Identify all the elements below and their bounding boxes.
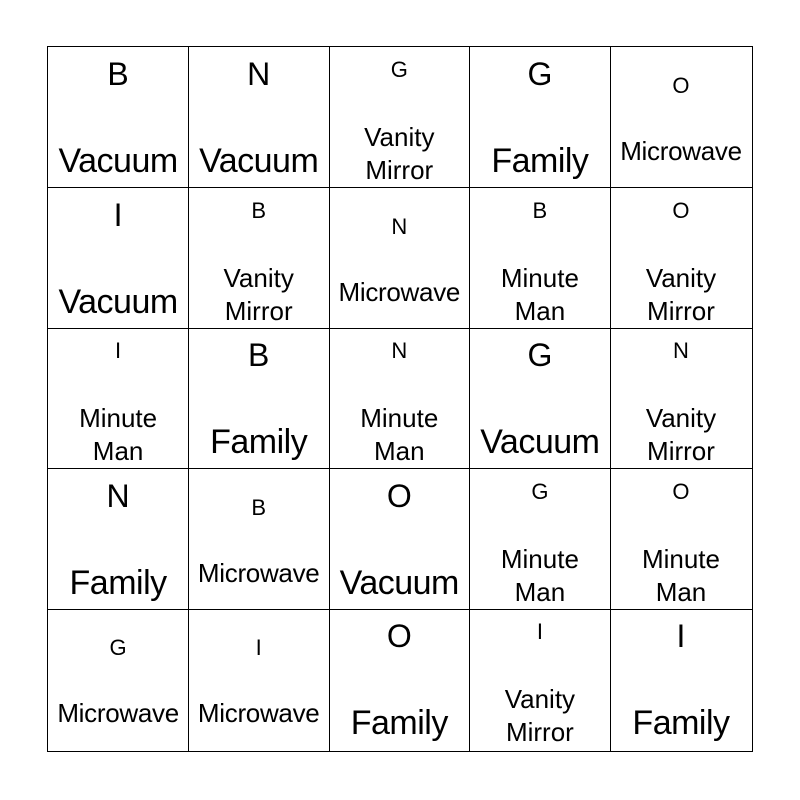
- cell-letter: B: [251, 494, 267, 520]
- cell-letter: O: [386, 618, 412, 655]
- cell-word: Vacuum: [339, 563, 459, 602]
- bingo-cell[interactable]: [329, 47, 470, 188]
- cell-letter: O: [672, 197, 690, 223]
- cell-word: Vacuum: [58, 142, 178, 180]
- cell-letter: N: [391, 338, 408, 364]
- cell-word: Family: [491, 142, 589, 180]
- cell-word: Family: [210, 423, 308, 462]
- bingo-cell[interactable]: [329, 469, 470, 610]
- cell-letter: G: [390, 57, 408, 82]
- cell-letter: B: [532, 197, 548, 223]
- bingo-cell[interactable]: [610, 188, 751, 329]
- bingo-cell[interactable]: [470, 328, 611, 469]
- cell-word: Minute Man: [641, 543, 720, 607]
- bingo-cell[interactable]: [48, 47, 189, 188]
- cell-word: Microwave: [338, 276, 461, 307]
- cell-letter: O: [672, 73, 690, 98]
- cell-word: Minute Man: [500, 262, 579, 326]
- bingo-cell[interactable]: [329, 328, 470, 469]
- cell-letter: I: [113, 196, 123, 233]
- bingo-board: [47, 46, 753, 752]
- bingo-cell[interactable]: [189, 609, 330, 750]
- cell-word: Vacuum: [480, 423, 600, 462]
- bingo-cell[interactable]: [48, 609, 189, 750]
- cell-letter: O: [672, 478, 690, 504]
- cell-word: Microwave: [197, 557, 320, 588]
- cell-letter: N: [391, 213, 408, 239]
- cell-letter: B: [248, 337, 270, 374]
- cell-word: Vacuum: [199, 142, 319, 180]
- bingo-cell[interactable]: [470, 609, 611, 750]
- cell-word: Vanity Mirror: [364, 122, 435, 185]
- cell-letter: B: [107, 56, 129, 92]
- cell-word: Minute Man: [360, 403, 439, 467]
- bingo-cell[interactable]: [329, 188, 470, 329]
- cell-letter: I: [255, 635, 262, 661]
- cell-word: Vanity Mirror: [504, 684, 576, 748]
- cell-word: Vanity Mirror: [223, 262, 294, 326]
- bingo-cell[interactable]: [48, 328, 189, 469]
- bingo-cell[interactable]: [470, 469, 611, 610]
- cell-letter: O: [386, 477, 412, 514]
- cell-word: Microwave: [620, 136, 742, 166]
- cell-letter: N: [247, 56, 271, 92]
- bingo-cell[interactable]: [470, 188, 611, 329]
- cell-word: Family: [350, 704, 448, 743]
- cell-letter: B: [251, 197, 267, 223]
- bingo-cell[interactable]: [189, 47, 330, 188]
- bingo-cell[interactable]: [189, 328, 330, 469]
- bingo-cell[interactable]: [610, 328, 751, 469]
- bingo-cell[interactable]: [610, 609, 751, 750]
- cell-word: Vacuum: [58, 282, 178, 321]
- bingo-cell[interactable]: [610, 469, 751, 610]
- bingo-cell[interactable]: [470, 47, 611, 188]
- cell-letter: G: [527, 56, 553, 92]
- cell-letter: G: [527, 337, 553, 374]
- cell-word: Minute Man: [79, 403, 158, 467]
- bingo-cell[interactable]: [48, 188, 189, 329]
- bingo-cell[interactable]: [610, 47, 751, 188]
- cell-word: Vanity Mirror: [645, 403, 717, 467]
- cell-letter: I: [676, 618, 686, 655]
- bingo-cell[interactable]: [189, 469, 330, 610]
- bingo-cell[interactable]: [48, 469, 189, 610]
- bingo-cell[interactable]: [329, 609, 470, 750]
- cell-letter: G: [531, 478, 549, 504]
- cell-letter: I: [115, 338, 122, 364]
- bingo-cell[interactable]: [189, 188, 330, 329]
- cell-word: Minute Man: [500, 543, 579, 607]
- cell-letter: I: [536, 619, 543, 645]
- cell-word: Family: [632, 704, 730, 743]
- cell-word: Microwave: [57, 698, 179, 729]
- cell-letter: N: [673, 338, 689, 364]
- cell-word: Family: [69, 563, 167, 602]
- cell-word: Microwave: [197, 698, 320, 729]
- cell-letter: N: [106, 477, 130, 514]
- cell-letter: G: [109, 635, 127, 661]
- cell-word: Vanity Mirror: [645, 262, 717, 326]
